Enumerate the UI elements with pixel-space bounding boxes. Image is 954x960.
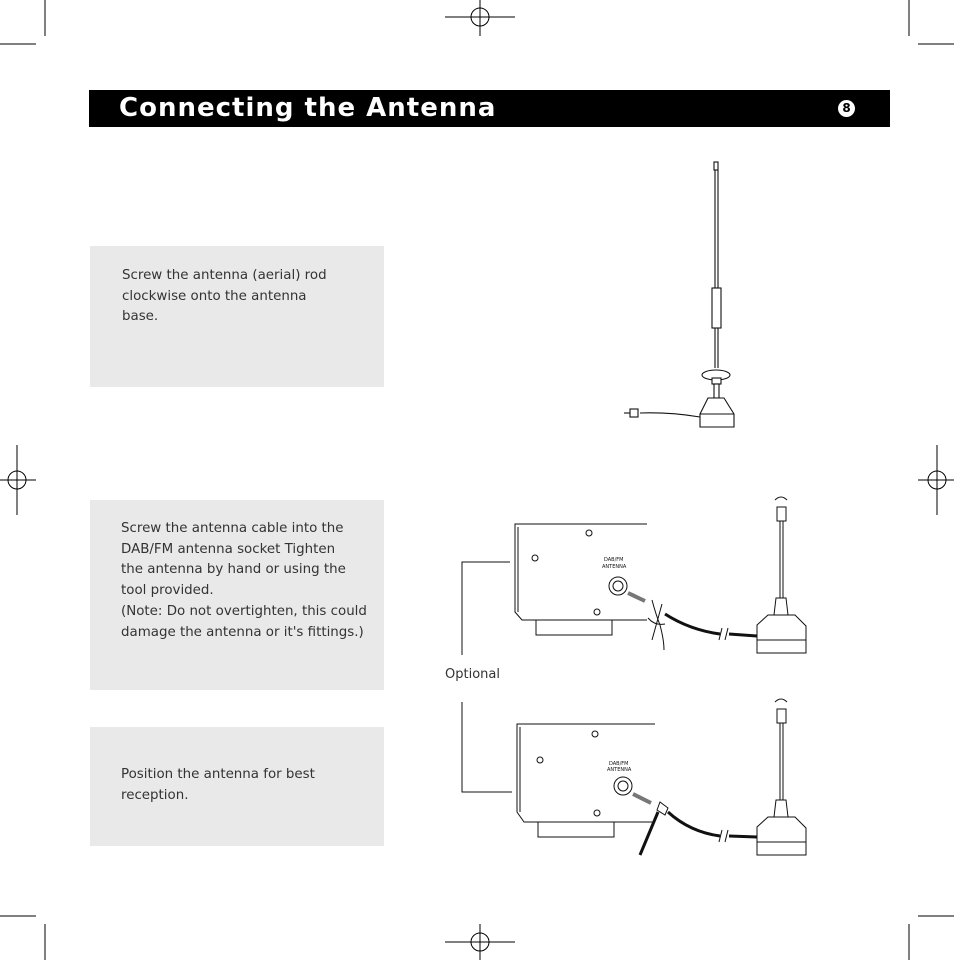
socket-label: DAB/FM [609, 761, 629, 767]
step-3-line: Position the antenna for best reception. [121, 767, 315, 803]
step-2-line: Screw the antenna cable into the [121, 521, 344, 536]
socket-label: ANTENNA [607, 767, 632, 773]
step-2-line: DAB/FM antenna socket Tighten [121, 541, 336, 557]
step-2-line: tool provided. [121, 583, 214, 599]
step-1-line: base. [122, 309, 159, 325]
page-title: Connecting the Antenna [119, 93, 497, 123]
socket-label: DAB/FM [604, 557, 624, 563]
step-1-line: Screw the antenna (aerial) rod [122, 268, 327, 283]
page-number-badge: 8 [838, 100, 855, 117]
step-2-line: the antenna by hand or using the [121, 562, 346, 578]
step-1-line: clockwise onto the antenna [122, 288, 307, 304]
socket-label: ANTENNA [602, 564, 627, 570]
step-2-line: (Note: Do not overtighten, this could [121, 603, 367, 619]
optional-label: Optional [445, 667, 500, 682]
step-2-line: damage the antenna or it's fittings.) [121, 624, 364, 640]
